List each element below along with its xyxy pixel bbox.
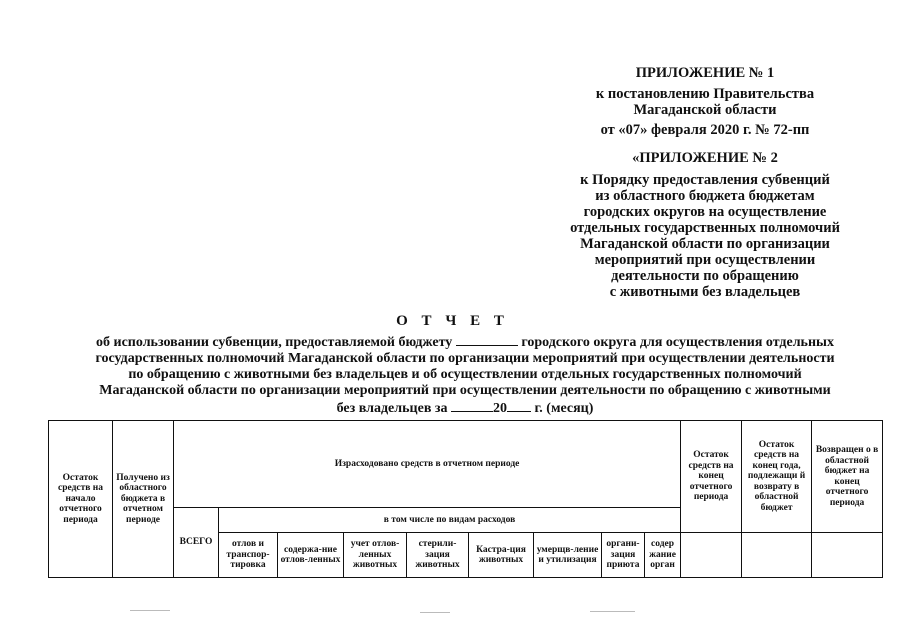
col-refund-due: Остаток средств на конец года, подлежащи й возврату в областной бюджет bbox=[742, 421, 812, 533]
col-total: ВСЕГО bbox=[174, 508, 219, 578]
scan-artifact bbox=[420, 612, 450, 613]
col-returned: Возвращен о в областной бюджет на конец отчетного периода bbox=[812, 421, 883, 533]
scan-artifact bbox=[590, 611, 635, 612]
sub-accounting: учет отлов-ленных животных bbox=[344, 533, 407, 578]
sub-sterilization: стерили-зация животных bbox=[407, 533, 469, 578]
appendix-1-reference: к постановлению Правительства Магаданской области bbox=[595, 86, 815, 118]
col-spent: Израсходовано средств в отчетном периоде bbox=[174, 421, 681, 508]
report-desc-part2: городского округа для осуществления отдельных государственных полномочий Магаданской области по организации мероприятий при осуществлении деятельности по обращению с животными без владельцев и об осуществлении отдельных государственных полномочий Магаданской области по организации мероприятий при осуществлении деятельности по обращению с животными без владельцев за bbox=[95, 335, 835, 416]
sub-bodies: содер жание орган bbox=[645, 533, 681, 578]
report-year-prefix: 20 bbox=[493, 401, 507, 416]
report-desc-part1: об использовании субвенции, предоставляемой бюджету bbox=[96, 335, 453, 350]
col-received: Получено из областного бюджета в отчетном периоде bbox=[113, 421, 174, 578]
blank-budget-name bbox=[456, 333, 518, 346]
report-title: О Т Ч Е Т bbox=[396, 313, 509, 329]
sub-keeping: содержа-ние отлов-ленных bbox=[278, 533, 344, 578]
blank-period bbox=[451, 399, 493, 412]
procedure-reference: к Порядку предоставления субвенций из областного бюджета бюджетам городских округов на осуществление отдельных государственных полномочий Магаданской области по организации мероприятий при осуществлении деятельности по обращению с животными без владельцев bbox=[570, 172, 840, 300]
sub-castration: Кастра-ция животных bbox=[469, 533, 534, 578]
blank-year bbox=[507, 399, 531, 412]
sub-capture: отлов и транспор-тировка bbox=[219, 533, 278, 578]
resolution-date: от «07» февраля 2020 г. № 72-пп bbox=[600, 122, 810, 138]
col-balance-end: Остаток средств на конец отчетного периода bbox=[681, 421, 742, 533]
col-balance-start: Остаток средств на начало отчетного периода bbox=[49, 421, 113, 578]
sub-euthanasia: умерщв-ление и утилизация bbox=[534, 533, 602, 578]
report-table bbox=[48, 420, 883, 578]
appendix-1-title: ПРИЛОЖЕНИЕ № 1 bbox=[635, 65, 775, 81]
report-description bbox=[95, 333, 835, 417]
cell-balance-end-value bbox=[681, 533, 742, 578]
sub-shelter: органи-зация приюта bbox=[602, 533, 645, 578]
appendix-2-title: «ПРИЛОЖЕНИЕ № 2 bbox=[632, 150, 778, 166]
col-by-type: в том числе по видам расходов bbox=[219, 508, 681, 533]
cell-refund-due-value bbox=[742, 533, 812, 578]
report-desc-part3: г. (месяц) bbox=[534, 401, 594, 416]
scan-artifact bbox=[130, 610, 170, 611]
cell-returned-value bbox=[812, 533, 883, 578]
